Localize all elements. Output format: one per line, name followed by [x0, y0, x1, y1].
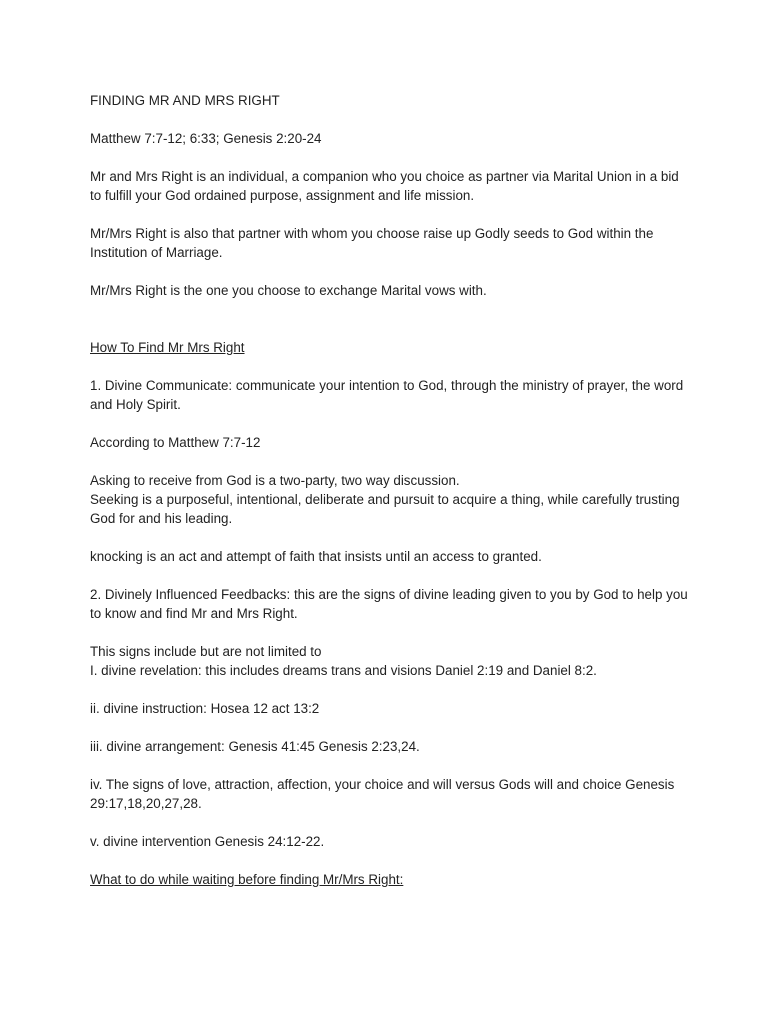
- asking-seeking-block: [90, 471, 690, 528]
- sign-iii-arrangement: iii. divine arrangement: Genesis 41:45 Genesis 2:23,24.: [90, 739, 420, 754]
- point-1-divine-communicate: 1. Divine Communicate: communicate your intention to God, through the ministry of prayer, the word and Holy Spirit.: [90, 378, 684, 412]
- intro-paragraph-1: Mr and Mrs Right is an individual, a companion who you choice as partner via Marital Union in a bid to fulfill your God ordained purpose, assignment and life mission.: [90, 169, 679, 203]
- asking-text: Asking to receive from God is a two-party, two way discussion.: [90, 473, 460, 488]
- what-to-do-heading: What to do while waiting before finding Mr/Mrs Right:: [90, 872, 404, 887]
- seeking-text: Seeking is a purposeful, intentional, deliberate and pursuit to acquire a thing, while carefully trusting God for and his leading.: [90, 492, 680, 526]
- intro-paragraph-2: Mr/Mrs Right is also that partner with whom you choose raise up Godly seeds to God within the Institution of Marriage.: [90, 226, 654, 260]
- scripture-references: Matthew 7:7-12; 6:33; Genesis 2:20-24: [90, 131, 322, 146]
- sign-iv-love: iv. The signs of love, attraction, affection, your choice and will versus Gods will and choice Genesis 29:17,18,20,27,28.: [90, 777, 675, 811]
- sign-ii-instruction: ii. divine instruction: Hosea 12 act 13:2: [90, 701, 320, 716]
- sign-v-intervention: v. divine intervention Genesis 24:12-22.: [90, 834, 325, 849]
- point-2-divinely-influenced: 2. Divinely Influenced Feedbacks: this are the signs of divine leading given to you by God to help you to know and find Mr and Mrs Right.: [90, 587, 688, 621]
- signs-intro: This signs include but are not limited to: [90, 644, 322, 659]
- how-to-find-heading: How To Find Mr Mrs Right: [90, 340, 245, 355]
- signs-block: [90, 642, 690, 680]
- document-page: [90, 91, 690, 908]
- intro-paragraph-3: Mr/Mrs Right is the one you choose to exchange Marital vows with.: [90, 283, 487, 298]
- document-title: FINDING MR AND MRS RIGHT: [90, 93, 280, 108]
- according-to-matthew: According to Matthew 7:7-12: [90, 435, 261, 450]
- knocking-text: knocking is an act and attempt of faith that insists until an access to granted.: [90, 549, 542, 564]
- sign-i-revelation: I. divine revelation: this includes dreams trans and visions Daniel 2:19 and Daniel 8:2.: [90, 663, 597, 678]
